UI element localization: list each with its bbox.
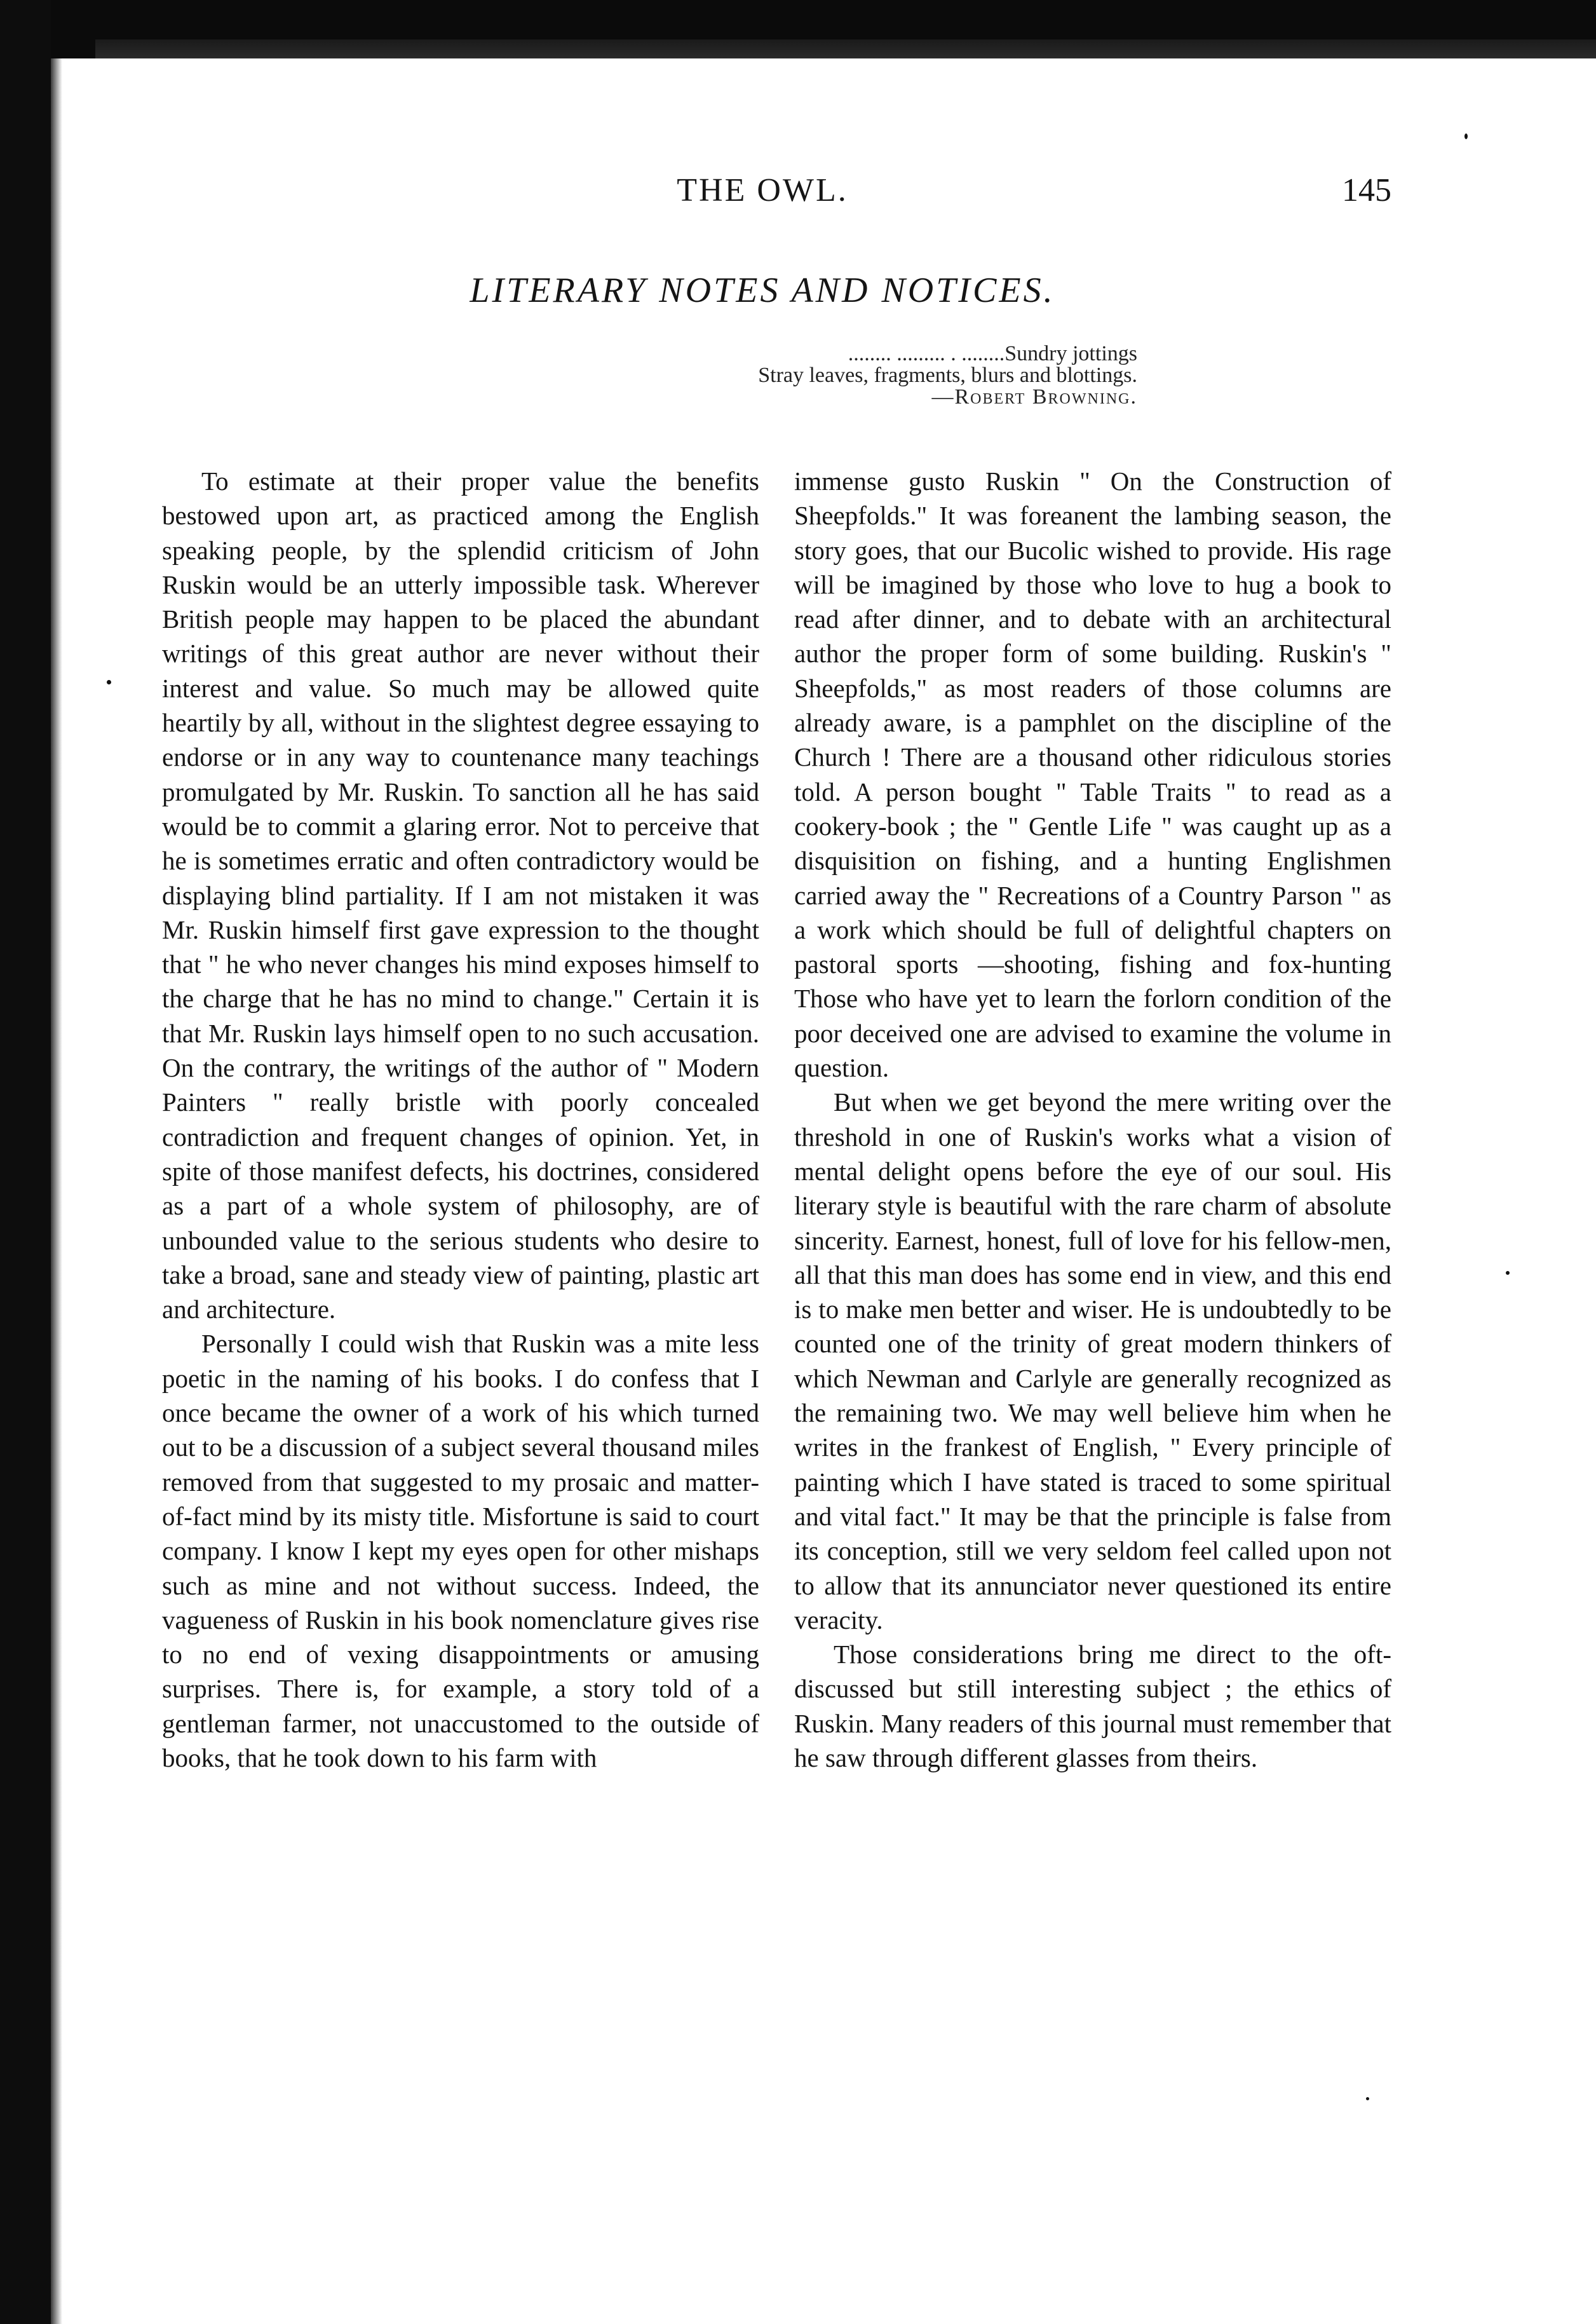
scan-speck — [1506, 1271, 1510, 1275]
epigraph-attribution: —Robert Browning. — [931, 385, 1137, 409]
article-title: LITERARY NOTES AND NOTICES. — [470, 271, 1055, 310]
epigraph — [445, 343, 1137, 408]
scan-speck — [1366, 2097, 1369, 2100]
paragraph-continued: immense gusto Ruskin " On the Construction of Sheepfolds." It was foreanent the lambing season, the story goes, that our Bucolic wished to provide. His rage will be imagined by those who love to hug a book to read after dinner, and to debate with an architectural author the proper form of some building. Ruskin's " Sheepfolds," as most readers of those columns are already aware, is a pamphlet on the discipline of the Church ! There are a thousand other ridiculous stories told. A person bought " Table Traits " to read as a cookery-book ; the " Gentle Life " was caught up as a disquisition on fishing, and a hunting Englishmen carried away the " Recreations of a Country Parson " as a work which should be full of delightful chapters on pastoral sports —shooting, fishing and fox-hunting Those who have yet to learn the forlorn condition of the poor deceived one are advised to examine the volume in question. — [794, 466, 1391, 1083]
scan-left-edge-shadow — [51, 58, 62, 2324]
paragraph: But when we get beyond the mere writing over the threshold in one of Ruskin's works what a vision of mental delight opens before the eye of our soul. His literary style is beautiful with the rare charm of absolute sincerity. Earnest, honest, full of love for his fellow-men, all that this man does has some end in view, and this end is to make men better and wiser. He is undoubtedly to be counted one of the trinity of great modern thinkers of which Newman and Carlyle are generally recognized as the remaining two. We may well believe him when he writes in the frankest of English, " Every principle of painting which I have stated is traced to some spiritual and vital fact." It may be that the principle is false from its conception, still we very seldom feel called upon not to allow that its annunciator never questioned its entire veracity. — [794, 1087, 1391, 1634]
epigraph-line-1: ........ ......... . ........Sundry jottings — [848, 342, 1137, 365]
page-header — [0, 172, 1596, 222]
page-number: 145 — [1342, 172, 1391, 208]
epigraph-line-2: Stray leaves, fragments, blurs and blottings. — [758, 364, 1137, 387]
scan-speck — [107, 680, 111, 684]
running-head: THE OWL. — [677, 172, 848, 208]
paragraph: To estimate at their proper value the benefits bestowed upon art, as practiced among the English speaking people, by the splendid criticism of John Ruskin would be an utterly impossible task. Wherever British people may happen to be placed the abundant writings of this great author are never without their interest and value. So much may be allowed quite heartily by all, without in the slightest degree essaying to endorse or in any way to countenance many teachings promulgated by Mr. Ruskin. To sanction all he has said would be to commit a glaring error. Not to perceive that he is sometimes erratic and often contradictory would be displaying blind partiality. If I am not mistaken it was Mr. Ruskin himself first gave expression to the thought that " he who never changes his mind exposes himself to the charge that he has no mind to change." Certain it is that Mr. Ruskin lays himself open to no such accusation. On the contrary, the writings of the author of " Modern Painters " really bristle with poorly concealed contradiction and frequent changes of opinion. Yet, in spite of those manifest defects, his doctrines, considered as a part of a whole system of philosophy, are of unbounded value to the serious students who desire to take a broad, sane and steady view of painting, plastic art and architecture. — [162, 466, 759, 1324]
paragraph: Those considerations bring me direct to the oft-discussed but still interesting subject ; the ethics of Ruskin. Many readers of this journal must remember that he saw through different glasses from theirs. — [794, 1640, 1391, 1772]
scan-left-edge — [0, 0, 51, 2324]
scan-top-edge-band — [95, 39, 1596, 58]
left-column — [162, 464, 759, 1775]
paragraph: Personally I could wish that Ruskin was a mite less poetic in the naming of his books. I do confess that I once became the owner of a work of his which turned out to be a discussion of a subject several thousand miles removed from that suggested to my prosaic and matter-of-fact mind by its misty title. Misfortune is said to court company. I know I kept my eyes open for other mishaps such as mine and not without success. Indeed, the vagueness of Ruskin in his book nomenclature gives rise to no end of vexing disappointments or amusing surprises. There is, for example, a story told of a gentleman farmer, not unaccustomed to the outside of books, that he took down to his farm with — [162, 1329, 759, 1772]
right-column — [794, 464, 1391, 1775]
scan-speck — [1464, 133, 1468, 139]
